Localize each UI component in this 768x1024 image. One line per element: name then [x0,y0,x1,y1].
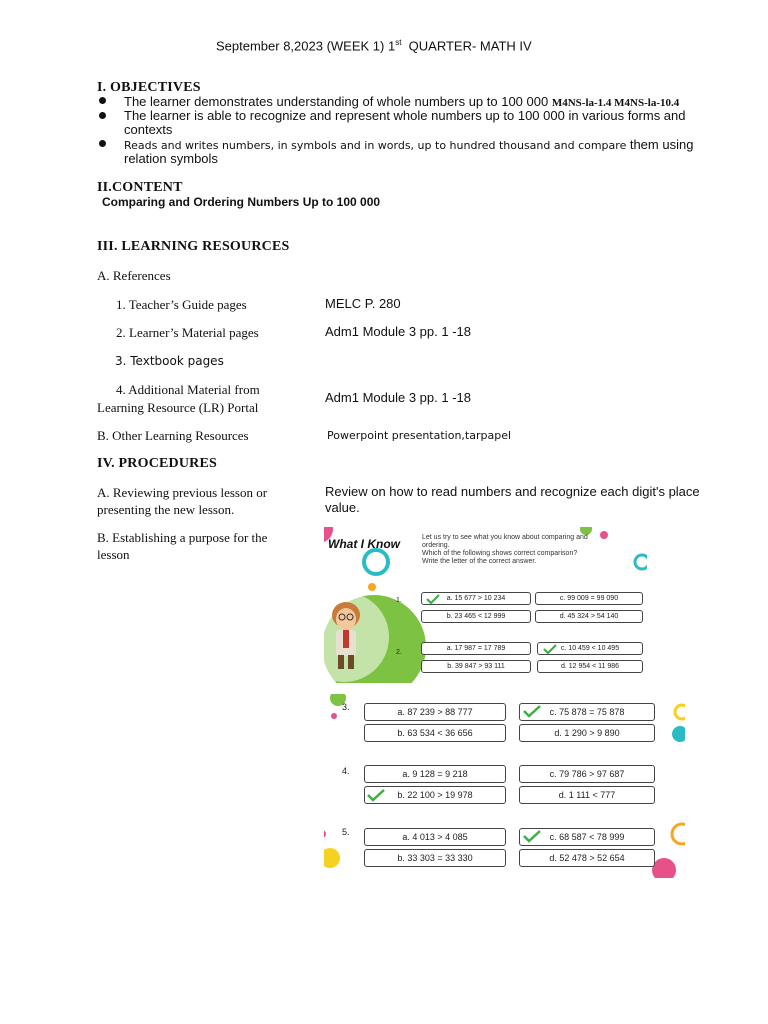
decor-dot [652,858,676,878]
checkmark-icon [425,593,441,605]
objective-2-line-1: The learner is able to recognize and represent whole numbers up to 100 000 in various forms and [124,108,686,123]
content-heading: II.CONTENT [97,180,183,195]
option-text: c. 10 459 < 10 495 [560,645,620,652]
question-number: 1. [396,597,402,604]
option-text: b. 23 465 < 12 999 [446,613,506,620]
option-d [537,660,643,673]
document-header [216,38,532,53]
resource-label-additional-2: Learning Resource (LR) Portal [97,400,259,415]
objective-3-line-2: relation symbols [124,151,218,166]
objective-3-line-1 [124,137,693,152]
worksheet-image-top [324,527,647,683]
header-date-week: September 8,2023 (WEEK 1) 1 [216,38,396,54]
option-b [421,660,531,673]
decor-dot [324,848,340,868]
worksheet-intro-line: Let us try to see what you know about comparing and [422,534,588,541]
resource-label-teachers-guide: 1. Teacher’s Guide pages [116,297,247,312]
decor-dot [600,531,608,539]
option-text: a. 9 128 = 9 218 [402,769,468,779]
option-text: b. 63 534 < 36 656 [397,728,473,738]
decor-dot [331,713,337,719]
option-b [421,610,531,623]
resource-label-learners-material: 2. Learner’s Material pages [116,325,259,340]
option-d [519,786,655,804]
worksheet-intro-line: ordering. [422,542,450,549]
decor-dot [368,583,376,591]
checkmark-icon [542,643,558,655]
procedure-a-line-1: A. Reviewing previous lesson or [97,485,268,500]
procedure-b-line-1: B. Establishing a purpose for the [97,530,268,545]
procedure-a-line-2: presenting the new lesson. [97,502,235,517]
option-text: d. 12 954 < 11 986 [560,663,620,670]
decor-dot [672,726,685,742]
question-number: 4. [342,766,350,776]
option-text: b. 39 847 > 93 111 [447,663,505,670]
worksheet-intro [422,534,588,566]
option-b [364,724,506,742]
worksheet-image-bottom [324,694,685,878]
resource-value-learners-material: Adm1 Module 3 pp. 1 -18 [325,324,471,339]
option-b [364,849,506,867]
decor-dot [324,830,326,838]
checkmark-icon [522,704,542,718]
option-text: d. 52 478 > 52 654 [549,853,625,863]
resource-value-additional: Adm1 Module 3 pp. 1 -18 [325,390,471,405]
option-text: c. 99 009 = 99 090 [559,595,619,602]
option-d [519,724,655,742]
option-a [364,703,506,721]
content-topic: Comparing and Ordering Numbers Up to 100 000 [102,195,381,209]
checkmark-icon [522,829,542,843]
objective-2-line-2: contexts [124,122,173,137]
option-text: d. 1 290 > 9 890 [554,728,620,738]
option-d [519,849,655,867]
objective-1 [124,94,679,109]
worksheet-intro-line: Write the letter of the correct answer. [422,558,537,565]
objective-1-code: M4NS-la-1.4 M4NS-la-10.4 [551,97,680,109]
option-text: c. 79 786 > 97 687 [549,769,625,779]
bullet-dot [99,97,106,104]
option-text: a. 87 239 > 88 777 [397,707,473,717]
references-label: A. References [97,268,171,283]
procedure-b-line-2: lesson [97,547,130,562]
decor-ring [675,705,685,719]
option-text: d. 45 324 > 54 140 [559,613,619,620]
option-text: d. 1 111 < 777 [558,790,616,800]
question-number: 3. [342,702,350,712]
decor-ring [672,824,685,844]
question-number: 5. [342,827,350,837]
bullet-dot [99,140,106,147]
option-c [519,765,655,783]
header-quarter-subject: QUARTER- MATH IV [401,38,532,54]
resource-label-textbook: 3. Textbook pages [115,354,224,368]
objective-3-text-tail: them using [629,137,694,152]
option-text: c. 75 878 = 75 878 [549,707,625,717]
option-text: b. 22 100 > 19 978 [397,790,473,800]
bullet-dot [99,112,106,119]
worksheet-title: What I Know [328,537,400,551]
worksheet-intro-line: Which of the following shows correct comparison? [422,550,578,557]
resources-heading: III. LEARNING RESOURCES [97,239,290,254]
objective-1-text: The learner demonstrates understanding of whole numbers up to 100 000 [124,94,549,109]
option-a [364,765,506,783]
checkmark-icon [366,788,386,802]
decor-ring [635,555,647,569]
option-text: a. 4 013 > 4 085 [402,832,468,842]
resource-label-additional-1: 4. Additional Material from [116,382,260,397]
procedures-heading: IV. PROCEDURES [97,456,218,471]
option-c [535,592,643,605]
other-resources-value: Powerpoint presentation,tarpapel [327,429,512,442]
decor-ring [364,550,388,574]
question-number: 2. [396,649,402,656]
other-resources-label: B. Other Learning Resources [97,428,249,443]
option-text: a. 17 987 = 17 789 [446,645,506,652]
option-text: b. 33 303 = 33 330 [397,853,473,863]
option-a [364,828,506,846]
option-d [535,610,643,623]
header-ordinal-suffix: st [395,38,402,47]
option-text: c. 68 587 < 78 999 [549,832,625,842]
resource-value-teachers-guide: MELC P. 280 [325,296,401,311]
option-text: a. 15 677 > 10 234 [446,595,506,602]
option-a [421,642,531,655]
objective-3-text: Reads and writes numbers, in symbols and in words, up to hundred thousand and compare [124,139,627,152]
objectives-heading: I. OBJECTIVES [97,80,201,95]
procedure-a-value-1: Review on how to read numbers and recognize each digit's place [325,484,700,499]
procedure-a-value-2: value. [325,500,360,515]
